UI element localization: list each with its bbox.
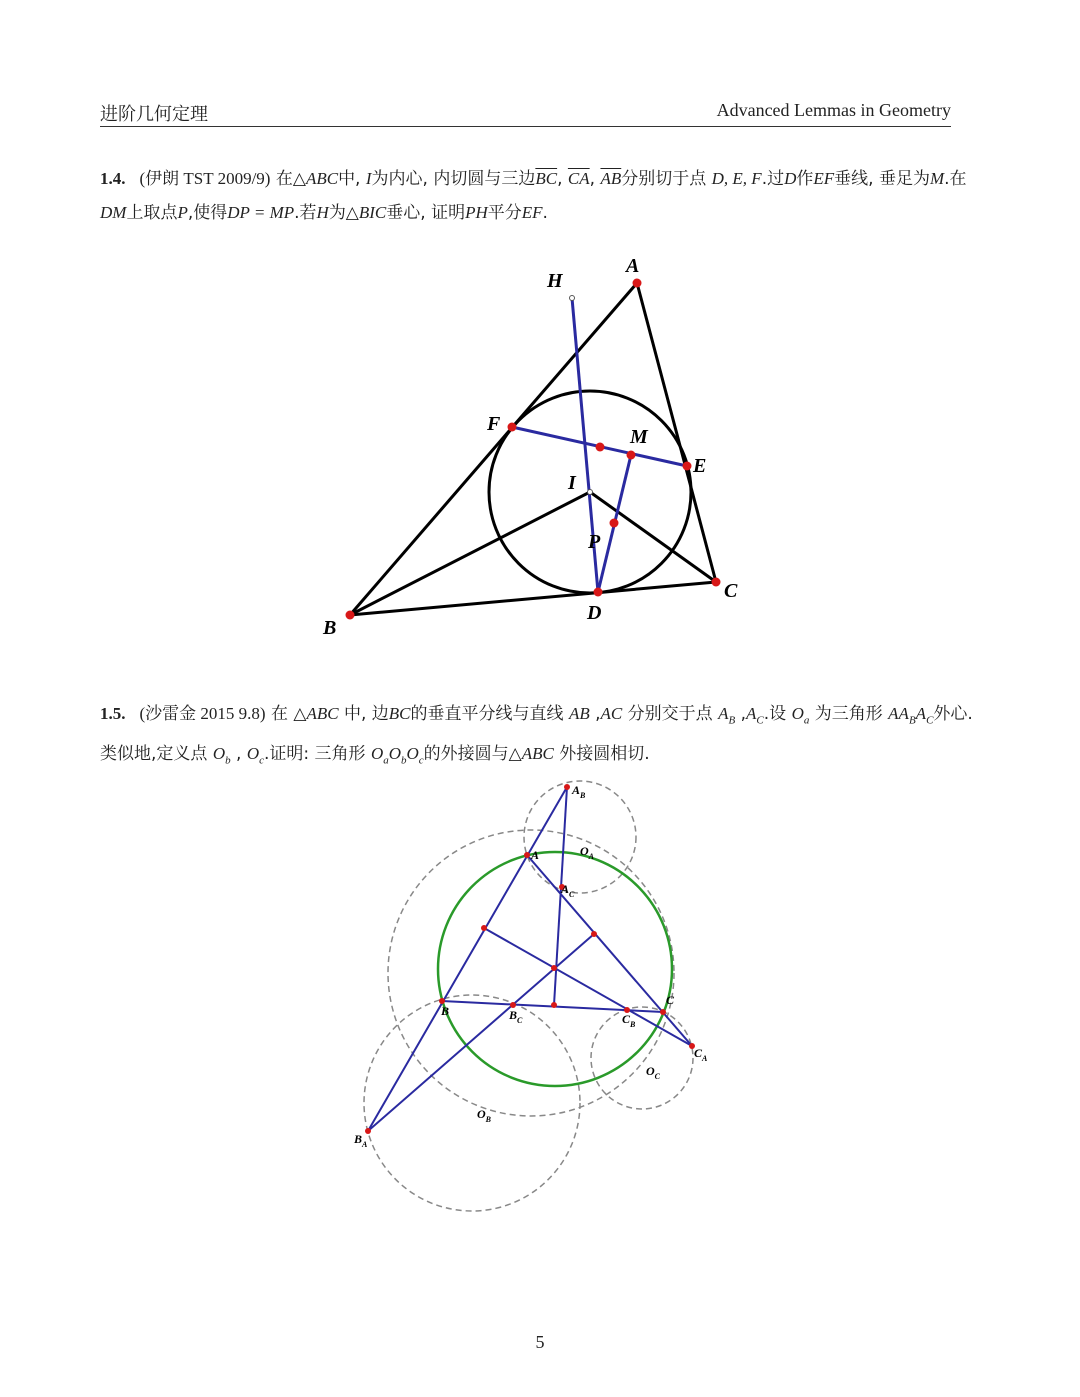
point-ab — [564, 784, 570, 790]
point-i — [588, 490, 593, 495]
dashed-circles — [364, 781, 693, 1211]
text: .在 — [944, 169, 967, 189]
label-cb — [622, 1012, 636, 1029]
label-sub: B — [630, 1020, 636, 1029]
math-sub: C — [756, 714, 764, 727]
label-main: B — [509, 1008, 518, 1022]
label-ob — [477, 1107, 492, 1124]
math: O — [370, 744, 384, 764]
label-c: C — [666, 993, 675, 1007]
math-sub: b — [401, 754, 407, 767]
page-number: 5 — [535, 1332, 545, 1352]
point-h — [570, 296, 575, 301]
point-mid-bc — [551, 1002, 557, 1008]
math-sub: c — [418, 754, 424, 767]
label-h: H — [547, 270, 563, 292]
text: 外接圆相切. — [559, 744, 650, 765]
text: 中, — [338, 169, 361, 189]
math: $\overline{AB}$ — [600, 169, 622, 188]
math: DM — [100, 203, 127, 222]
math: AB — [568, 704, 590, 723]
math-sub: C — [926, 714, 934, 727]
math-sub: a — [383, 754, 389, 767]
label-main: C — [622, 1012, 631, 1026]
text: 分别切于点 — [621, 169, 707, 189]
math: AA — [888, 704, 909, 723]
header-right-title: Advanced Lemmas in Geometry — [716, 100, 951, 120]
text: 外心. 类似地,定义点 — [100, 704, 973, 765]
text: 垂线, 垂足为 — [834, 169, 930, 189]
problem-source: (沙雷金 2015 9.8) — [139, 704, 266, 723]
point-c — [660, 1009, 666, 1015]
text: 的外接圆与△ — [423, 744, 522, 765]
math: ABC — [306, 704, 339, 723]
label-oc — [646, 1064, 661, 1081]
math: BIC — [358, 203, 387, 222]
label-d: D — [587, 602, 602, 624]
triangle-abc — [350, 283, 716, 615]
figure-1-5 — [0, 760, 1080, 1230]
problem-number: 1.4. — [100, 169, 126, 188]
math: D — [784, 169, 797, 188]
math: H — [316, 203, 329, 222]
text: 平分 — [487, 203, 522, 223]
text: .设 — [763, 704, 787, 724]
math: O — [212, 744, 226, 764]
label-c: C — [724, 580, 738, 602]
label-sub: A — [588, 852, 595, 861]
text: .过 — [761, 169, 785, 189]
math-sub: B — [908, 714, 916, 727]
text: 为△ — [328, 203, 359, 223]
math-sub: B — [728, 714, 736, 727]
label-a: A — [531, 848, 540, 862]
figure-labels — [353, 783, 708, 1149]
math: O — [246, 744, 260, 764]
label-sub: C — [654, 1072, 661, 1081]
label-ba — [353, 1132, 368, 1149]
text: 为三角形 — [814, 704, 883, 724]
math: ABC — [305, 169, 339, 188]
math: I — [365, 169, 372, 188]
text: .证明: 三角形 — [263, 744, 366, 765]
point-intersection — [596, 443, 605, 452]
math: A — [915, 704, 927, 723]
label-sub: C — [517, 1016, 523, 1025]
label-sub: C — [569, 890, 575, 899]
label-ca — [694, 1046, 708, 1063]
text: 在△ — [275, 169, 306, 189]
math-sub: b — [225, 754, 231, 767]
blue-lines — [368, 787, 692, 1131]
text: 为内心, 内切圆与三边 — [371, 169, 536, 189]
label-main: C — [694, 1046, 703, 1060]
point-c — [712, 578, 721, 587]
label-b: B — [323, 617, 337, 639]
label-sub: B — [580, 791, 586, 800]
text: 作 — [796, 169, 814, 189]
text: , — [740, 704, 747, 724]
math: $\overline{CA}$ — [567, 169, 590, 188]
text: . — [542, 203, 548, 223]
figure-labels — [322, 255, 738, 639]
math: DP = MP — [227, 203, 295, 222]
point-b — [346, 611, 355, 620]
text: , — [595, 704, 601, 724]
points — [346, 279, 721, 620]
label-m: M — [630, 426, 648, 448]
text: , — [589, 169, 596, 189]
math: A — [718, 704, 729, 723]
math: P — [177, 203, 188, 222]
point-ba — [365, 1128, 371, 1134]
math: A — [746, 704, 757, 723]
circle-oa-ob-oc — [388, 830, 674, 1116]
text: ,使得 — [187, 203, 228, 223]
label-a: A — [626, 255, 640, 277]
math: O — [791, 704, 804, 723]
text: 分别交于点 — [627, 704, 713, 724]
label-main: A — [561, 882, 570, 896]
math: EF — [813, 169, 835, 188]
label-sub: B — [485, 1115, 492, 1124]
problem-source: (伊朗 TST 2009/9) — [139, 169, 271, 188]
math: AC — [600, 704, 623, 723]
math-sub: c — [259, 754, 264, 767]
math: $\overline{BC}$ — [535, 169, 558, 188]
point-d — [594, 588, 603, 597]
label-i: I — [568, 472, 576, 494]
label-main: B — [354, 1132, 363, 1146]
text: 垂心, 证明 — [386, 203, 466, 223]
label-ab — [571, 783, 586, 800]
text: , — [557, 169, 563, 189]
point-o — [551, 965, 557, 971]
point-m — [627, 451, 636, 460]
point-mid-ac — [591, 931, 597, 937]
label-bc — [508, 1008, 523, 1025]
label-oa — [580, 844, 595, 861]
label-e: E — [693, 455, 707, 477]
math: O — [406, 744, 419, 764]
point-f — [508, 423, 517, 432]
point-a — [524, 852, 530, 858]
point-a — [633, 279, 642, 288]
math-sub: a — [803, 714, 810, 727]
text: 的垂直平分线与直线 — [410, 704, 564, 724]
points — [365, 784, 695, 1134]
text: 中, 边 — [343, 704, 389, 724]
math: O — [388, 744, 401, 764]
point-e — [683, 462, 692, 471]
label-main: A — [572, 783, 581, 797]
label-main: O — [477, 1107, 486, 1121]
label-f: F — [487, 413, 501, 435]
label-p: P — [588, 531, 601, 553]
text: , — [236, 744, 242, 765]
math: D, E, F — [711, 169, 762, 188]
math: EF — [521, 203, 543, 222]
text: .若 — [294, 203, 317, 223]
math: M — [929, 169, 945, 188]
problem-number: 1.5. — [100, 704, 126, 723]
math: PH — [465, 203, 488, 222]
math: BC — [388, 704, 411, 723]
point-p — [610, 519, 619, 528]
math: ABC — [521, 744, 554, 764]
text: 在 △ — [270, 704, 307, 724]
header-left-title: 进阶几何定理 — [100, 104, 208, 125]
label-b: B — [441, 1004, 450, 1018]
label-main: O — [580, 844, 589, 858]
label-sub: A — [702, 1054, 708, 1063]
text: 上取点 — [126, 203, 178, 223]
label-sub: A — [362, 1140, 368, 1149]
point-mid-ab — [481, 925, 487, 931]
label-main: O — [646, 1064, 655, 1078]
